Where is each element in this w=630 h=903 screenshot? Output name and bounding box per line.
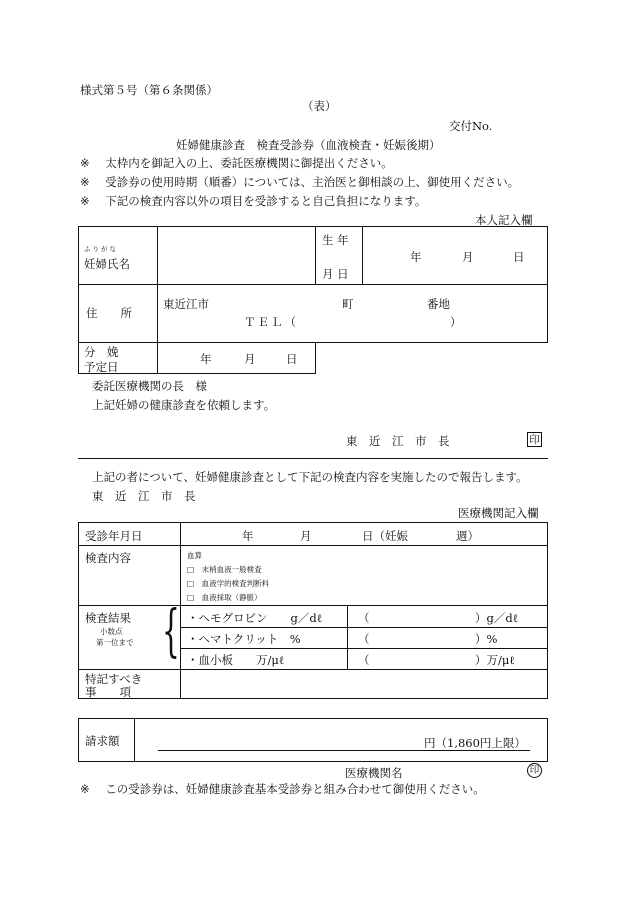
address-label: 住 所 — [86, 306, 132, 320]
hemoglobin-label: ・ヘモグロビン g／dℓ — [187, 611, 323, 625]
contents-item-1[interactable]: □ 末梢血液一般検査 — [187, 565, 262, 574]
hematocrit-field[interactable] — [372, 630, 470, 646]
contents-item-3[interactable]: □ 血液採取（静脈） — [187, 593, 262, 602]
billing-label: 請求額 — [85, 734, 120, 748]
contents-head: 血算 — [187, 551, 202, 560]
tel-close: ） — [450, 315, 462, 329]
due-label-bottom: 予定日 — [84, 360, 119, 374]
due-label-top: 分 娩 — [84, 345, 119, 359]
medical-entry-caption: 医療機関記入欄 — [458, 506, 539, 520]
address-lot[interactable]: 番地 — [427, 297, 450, 311]
note-1 — [80, 155, 393, 171]
results-label: 検査結果 — [85, 611, 131, 625]
note-2 — [80, 174, 519, 190]
birth-label-top: 生 年 — [322, 233, 349, 247]
remarks-field[interactable] — [184, 672, 544, 696]
hematocrit-open: （ — [358, 632, 370, 646]
birth-year[interactable]: 年 — [410, 250, 422, 264]
tel-field[interactable] — [300, 314, 440, 328]
birth-day[interactable]: 日 — [513, 250, 525, 264]
footer-note — [80, 781, 485, 797]
results-note-2: 第一位まで — [96, 638, 134, 647]
platelet-label: ・血小板 万/μℓ — [187, 653, 285, 667]
form-side: （表） — [302, 99, 337, 113]
contents-item-2[interactable]: □ 血液学的検査判断料 — [187, 579, 270, 588]
request-addressee: 委託医療機関の長 様 — [92, 379, 207, 393]
divider — [78, 458, 548, 459]
institution-seal: 印 — [527, 763, 542, 778]
exam-year[interactable]: 年 — [242, 529, 254, 543]
brace-icon: { — [162, 599, 180, 664]
institution-label: 医療機関名 — [345, 766, 403, 780]
note-text: この受診券は、妊婦健康診査基本受診券と組み合わせて御使用ください。 — [105, 782, 485, 796]
exam-month[interactable]: 月 — [300, 529, 312, 543]
remarks-label-1: 特記すべき — [85, 672, 143, 686]
form-title: 妊婦健康診査 検査受診券（血液検査・妊娠後期） — [176, 138, 441, 152]
birth-label-bottom: 月 日 — [322, 267, 349, 281]
hematocrit-label: ・ヘマトクリット % — [187, 632, 301, 646]
note-mark: ※ — [80, 156, 90, 170]
address-city: 東近江市 — [163, 297, 209, 311]
hemoglobin-open: （ — [358, 611, 370, 625]
note-mark: ※ — [80, 782, 90, 796]
name-label: 妊婦氏名 — [84, 257, 130, 271]
mayor-seal: 印 — [527, 432, 542, 447]
exam-day[interactable]: 日（妊娠 — [362, 529, 408, 543]
remarks-label-2: 事 項 — [85, 685, 131, 699]
hemoglobin-unit: ）g／dℓ — [475, 611, 519, 625]
due-year[interactable]: 年 — [200, 352, 212, 366]
request-body: 上記妊婦の健康診査を依頼します。 — [92, 398, 276, 412]
note-text: 受診券の使用時期（順番）については、主治医と御相談の上、御使用ください。 — [105, 175, 520, 189]
billing-amount: 円（1,860円上限） — [424, 736, 526, 750]
self-entry-caption: 本人記入欄 — [475, 213, 533, 227]
platelet-field[interactable] — [372, 651, 470, 667]
address-town[interactable]: 町 — [342, 297, 354, 311]
name-field[interactable] — [160, 232, 310, 278]
note-3 — [80, 193, 426, 209]
billing-amount-field[interactable] — [160, 732, 415, 748]
note-mark: ※ — [80, 194, 90, 208]
tel-label: ＴＥＬ（ — [244, 315, 298, 329]
exam-date-label: 受診年月日 — [85, 529, 143, 543]
receipt-number-label: 交付No. — [449, 119, 493, 133]
exam-week[interactable]: 週） — [456, 529, 479, 543]
note-mark: ※ — [80, 175, 90, 189]
contents-label: 検査内容 — [85, 551, 131, 565]
due-day[interactable]: 日 — [286, 352, 298, 366]
note-text: 太枠内を御記入の上、委託医療機関に御提出ください。 — [105, 156, 393, 170]
hemoglobin-field[interactable] — [372, 609, 470, 625]
platelet-unit: ）万/μℓ — [475, 653, 515, 667]
report-addressee: 東 近 江 市 長 — [92, 489, 196, 503]
results-note-1: 小数点 — [100, 627, 123, 636]
platelet-open: （ — [358, 653, 370, 667]
hematocrit-unit: ）% — [475, 632, 498, 646]
due-month[interactable]: 月 — [244, 352, 256, 366]
note-text: 下記の検査内容以外の項目を受診すると自己負担になります。 — [105, 194, 427, 208]
request-signer: 東 近 江 市 長 — [346, 434, 450, 448]
form-id: 様式第５号（第６条関係） — [80, 83, 218, 97]
birth-month[interactable]: 月 — [462, 250, 474, 264]
report-body: 上記の者について、妊婦健康診査として下記の検査内容を実施したので報告します。 — [92, 470, 528, 484]
furigana-label: ふりがな — [84, 245, 118, 253]
